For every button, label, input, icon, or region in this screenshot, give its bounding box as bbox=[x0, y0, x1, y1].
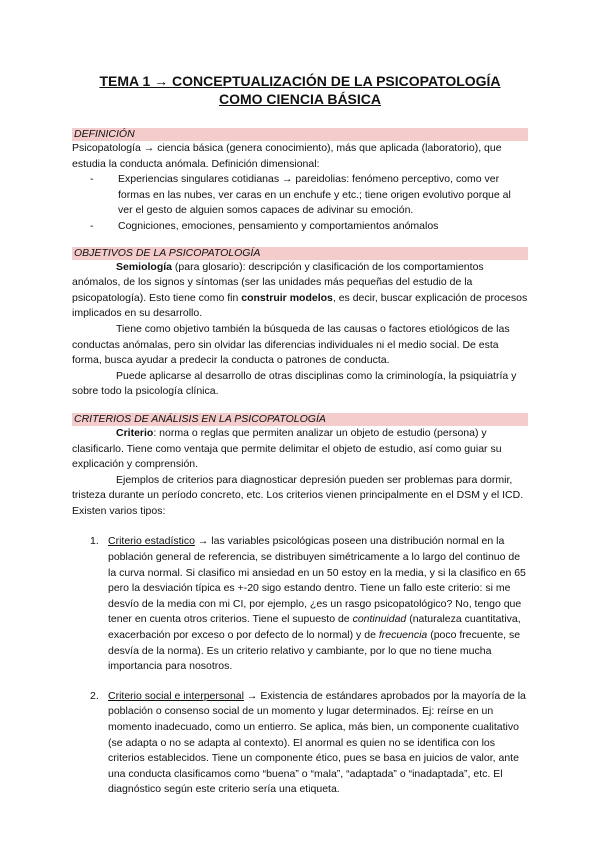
objetivos-paragraph-3: Puede aplicarse al desarrollo de otras disciplinas como la criminología, la psiquiatría y sobre todo la psicología clínica. bbox=[72, 369, 517, 398]
objetivos-paragraph-1: Semiología (para glosario): descripción y clasificación de los comportamientos anómalos, de los signos y síntomas (ser las unidades más pequeñas del estudio de la psicopatología). Esto tiene como fin construir modelos, es decir, buscar explicación de procesos implicados en su desarrollo. bbox=[72, 260, 528, 320]
criterios-paragraph-1: Criterio: norma o reglas que permiten analizar un objeto de estudio (persona) y clasificarlo. Tiene como ventaja que permite delimitar el objeto de estudio, así como guiar su explicación y comprensión. bbox=[72, 426, 502, 471]
dash-bullet: - bbox=[90, 219, 94, 232]
section-heading-objetivos: OBJETIVOS DE LA PSICOPATOLOGÍA bbox=[72, 247, 528, 260]
list-item bbox=[72, 172, 528, 219]
definicion-list bbox=[72, 172, 528, 234]
definicion-intro: Psicopatología → ciencia básica (genera conocimiento), más que aplicada (laboratorio), que estudia la conducta anómala. Definición dimensional: bbox=[72, 142, 502, 170]
section-heading-criterios: CRITERIOS DE ANÁLISIS EN LA PSICOPATOLOGÍA bbox=[72, 413, 528, 426]
criterio-item-estadistico: 1. Criterio estadístico → las variables psicológicas poseen una distribución normal en la población general de referencia, se distribuyen simétricamente a lo largo del continuo de la curva normal. Si clasifico mi ansiedad en un 50 estoy en la media, y si la clasifico en 65 pero la desviación típica es +-20 sigo estando dentro. Tiene un fallo este criterio: si me desvío de la media con mi CI, por ejemplo, ¿es un rasgo psicopatológico? No, tengo que tener en cuenta otros criterios. Tiene el supuesto de continuidad (naturaleza cuantitativa, exacerbación por exceso o por defecto de lo normal) y de frecuencia (poco frecuente, se desvía de la norma). Es un criterio relativo y cambiante, por lo que no tiene mucha importancia para nosotros. bbox=[90, 535, 526, 673]
list-item-text: Cogniciones, emociones, pensamiento y comportamientos anómalos bbox=[118, 219, 439, 232]
term-criterio: Criterio bbox=[116, 426, 154, 439]
term-continuidad: continuidad bbox=[352, 613, 407, 626]
item-number: 1. bbox=[90, 535, 99, 548]
title-line-1: TEMA 1 → CONCEPTUALIZACIÓN DE LA PSICOPATOLOGÍA bbox=[99, 73, 501, 89]
document-title bbox=[72, 72, 528, 108]
section-heading-definicion: DEFINICIÓN bbox=[72, 128, 528, 141]
criterio-item-social: 2. Criterio social e interpersonal → Existencia de estándares aprobados por la mayoría de la población o consenso social de un momento y lugar determinados. Ej: reírse en un momento inadecuado, como un entierro. Se aplica, más bien, un componente cualitativo (se adapta o no se adapta al contexto). El anormal es quien no se identifica con los criterios establecidos. Tiene un componente ético, pues se basa en juicios de valor, ante una conducta clasificamos como “buena” o “mala”, “adaptada” o “inadaptada”, etc. El diagnóstico según este criterio sería una etiqueta. bbox=[90, 689, 526, 796]
title-line-2: COMO CIENCIA BÁSICA bbox=[218, 91, 382, 107]
document-page bbox=[72, 72, 528, 798]
criterio-name: Criterio social e interpersonal bbox=[108, 689, 244, 702]
objetivos-paragraph-2: Tiene como objetivo también la búsqueda de las causas o factores etiológicos de las conductas anómalas, pero sin olvidar las diferencias individuales ni el medio social. De esta forma, busca ayudar a predecir la conducta o patrones de conducta. bbox=[72, 322, 510, 367]
term-frecuencia: frecuencia bbox=[378, 629, 428, 642]
term-semiologia: Semiología bbox=[116, 260, 173, 273]
item-number: 2. bbox=[90, 689, 99, 702]
list-item-text: Experiencias singulares cotidianas → pareidolias: fenómeno perceptivo, como ver formas en las nubes, ver caras en un enchufe y etc.; tiene origen evolutivo porque al ver el gesto de alguien somos capaces de adivinar su emoción. bbox=[118, 173, 511, 217]
criterio-name: Criterio estadístico bbox=[108, 535, 195, 548]
list-item bbox=[72, 219, 528, 235]
dash-bullet: - bbox=[90, 173, 94, 186]
term-construir-modelos: construir modelos bbox=[241, 291, 333, 304]
criterios-paragraph-2: Ejemplos de criterios para diagnosticar depresión pueden ser problemas para dormir, tristeza durante un período concreto, etc. Los criterios vienen principalmente en el DSM y el ICD. Existen varios tipos: bbox=[72, 473, 524, 517]
criterios-list bbox=[72, 534, 528, 798]
